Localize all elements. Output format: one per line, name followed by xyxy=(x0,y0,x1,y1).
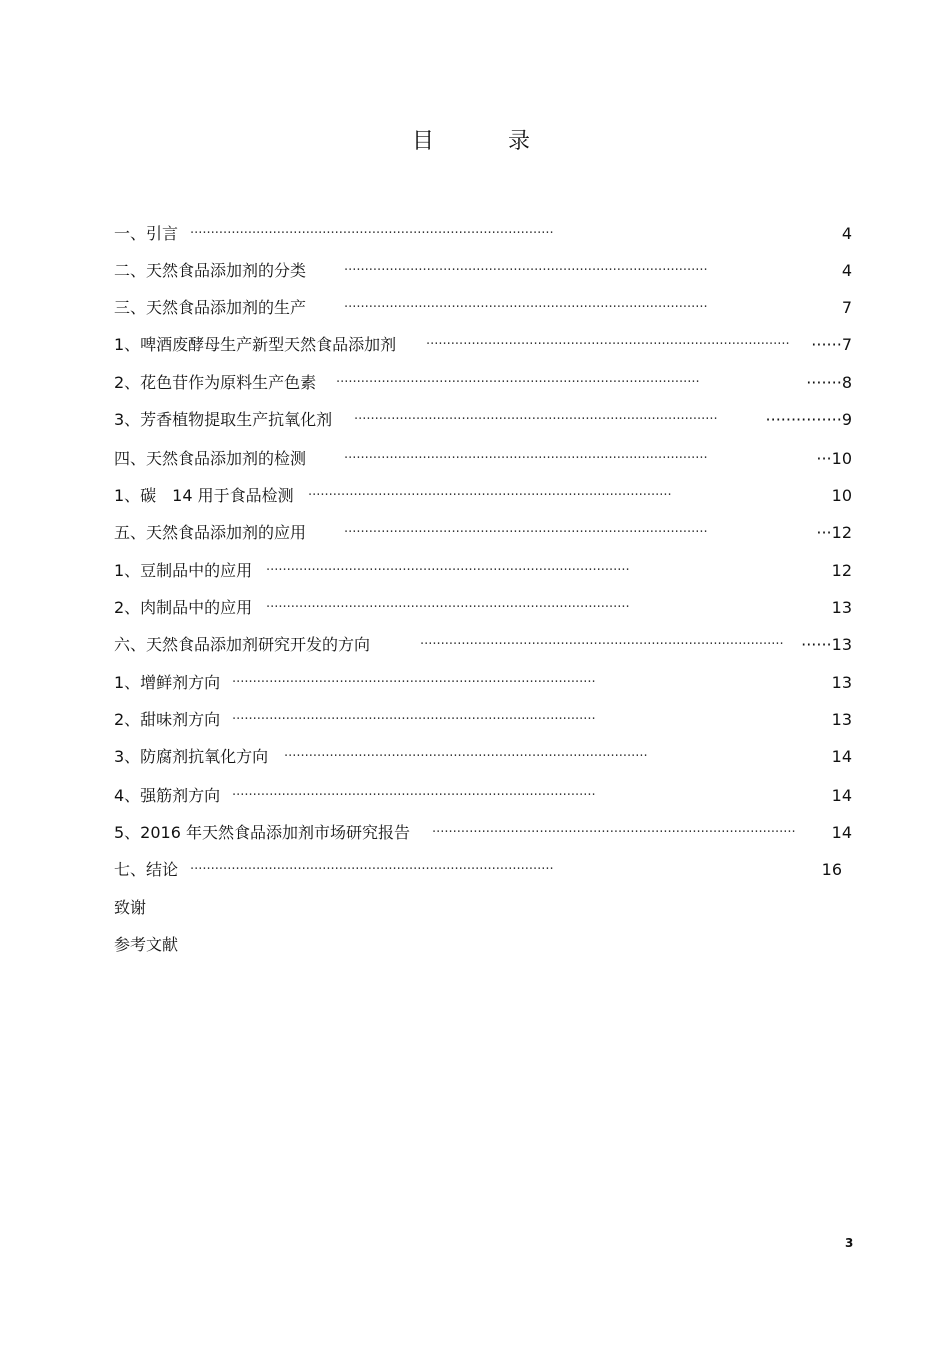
toc-entry-acknowledgement[interactable]: 致谢 xyxy=(114,898,147,917)
page-number: 3 xyxy=(845,1236,854,1250)
toc-entry-leader: ························································································ xyxy=(344,525,708,540)
toc-entry[interactable] xyxy=(114,484,854,508)
toc-entry-page: 14 xyxy=(831,823,852,842)
toc-entry-label: 3、防腐剂抗氧化方向 xyxy=(114,747,269,766)
toc-entry[interactable] xyxy=(114,408,854,432)
toc-entry-label: 2、甜味剂方向 xyxy=(114,710,221,729)
toc-entry-page: ·······8 xyxy=(806,373,852,392)
toc-entry-label: 五、天然食品添加剂的应用 xyxy=(114,523,307,542)
toc-entry[interactable] xyxy=(114,821,854,845)
toc-entry-leader: ························································································ xyxy=(232,788,596,803)
toc-entry-page: 14 xyxy=(831,786,852,805)
toc-entry[interactable] xyxy=(114,745,854,769)
toc-entry-page: 12 xyxy=(831,561,852,580)
toc-entry-label: 3、芳香植物提取生产抗氧化剂 xyxy=(114,410,333,429)
toc-entry-leader: ························································································ xyxy=(232,675,596,690)
toc-entry-leader: ························································································ xyxy=(266,600,630,615)
toc-entry[interactable] xyxy=(114,708,854,732)
toc-entry-label: 1、豆制品中的应用 xyxy=(114,561,253,580)
toc-entry-page: 14 xyxy=(831,747,852,766)
toc-entry-leader: ························································································ xyxy=(232,712,596,727)
toc-entry[interactable] xyxy=(114,222,854,246)
toc-entry-label: 三、天然食品添加剂的生产 xyxy=(114,298,307,317)
toc-entry-leader: ························································································ xyxy=(336,375,700,390)
toc-entry-page: ···10 xyxy=(816,449,852,468)
toc-entry-label: 一、引言 xyxy=(114,224,179,243)
toc-entry[interactable] xyxy=(114,858,854,882)
toc-entry-leader: ························································································ xyxy=(344,263,708,278)
toc-entry[interactable] xyxy=(114,671,854,695)
toc-entry[interactable] xyxy=(114,784,854,808)
toc-entry-page: 13 xyxy=(831,673,852,692)
toc-entry-label: 七、结论 xyxy=(114,860,179,879)
toc-entry-page: 13 xyxy=(831,598,852,617)
toc-entry[interactable] xyxy=(114,333,854,357)
toc-entry-leader: ························································································ xyxy=(266,563,630,578)
toc-entry-leader: ························································································ xyxy=(190,862,554,877)
toc-entry-leader: ························································································ xyxy=(344,451,708,466)
toc-entry[interactable] xyxy=(114,371,854,395)
toc-entry-label: 1、增鲜剂方向 xyxy=(114,673,221,692)
toc-entry-label: 2、肉制品中的应用 xyxy=(114,598,253,617)
toc-entry[interactable] xyxy=(114,633,854,657)
toc-entry-page: 13 xyxy=(831,710,852,729)
toc-entry-page: 7 xyxy=(841,298,852,317)
toc-entry-leader: ························································································ xyxy=(420,637,784,652)
toc-entry-page: 4 xyxy=(841,261,852,280)
page-title: 目 录 xyxy=(411,129,556,154)
toc-entry-leader: ························································································ xyxy=(344,300,708,315)
toc-entry-page: ···············9 xyxy=(765,410,852,429)
toc-entry-label: 四、天然食品添加剂的检测 xyxy=(114,449,307,468)
toc-entry-references[interactable]: 参考文献 xyxy=(114,935,179,954)
toc-entry-leader: ························································································ xyxy=(284,749,648,764)
toc-entry-label: 二、天然食品添加剂的分类 xyxy=(114,261,307,280)
toc-entry-label: 1、碳 14 用于食品检测 xyxy=(114,486,294,505)
toc-entry-leader: ························································································ xyxy=(432,825,796,840)
toc-entry-leader: ························································································ xyxy=(190,226,554,241)
toc-entry[interactable] xyxy=(114,559,854,583)
toc-entry-page: ···12 xyxy=(816,523,852,542)
toc-entry-page: 10 xyxy=(831,486,852,505)
toc-entry-leader: ························································································ xyxy=(308,488,672,503)
toc-entry-label: 1、啤酒废酵母生产新型天然食品添加剂 xyxy=(114,335,397,354)
toc-entry[interactable] xyxy=(114,596,854,620)
toc-entry[interactable] xyxy=(114,296,854,320)
toc-entry-label: 4、强筋剂方向 xyxy=(114,786,221,805)
toc-entry-label: 六、天然食品添加剂研究开发的方向 xyxy=(114,635,371,654)
toc-entry[interactable] xyxy=(114,259,854,283)
toc-entry-page: ······13 xyxy=(801,635,852,654)
toc-entry-label: 2、花色苷作为原料生产色素 xyxy=(114,373,317,392)
toc-entry-leader: ························································································ xyxy=(354,412,718,427)
toc-entry-page: 16 xyxy=(821,860,842,879)
toc-entry[interactable] xyxy=(114,521,854,545)
toc-entry-page: 4 xyxy=(841,224,852,243)
toc-entry-page: ······7 xyxy=(811,335,852,354)
toc-entry[interactable] xyxy=(114,447,854,471)
toc-entry-leader: ························································································ xyxy=(426,337,790,352)
toc-entry-label: 5、2016 年天然食品添加剂市场研究报告 xyxy=(114,823,410,842)
